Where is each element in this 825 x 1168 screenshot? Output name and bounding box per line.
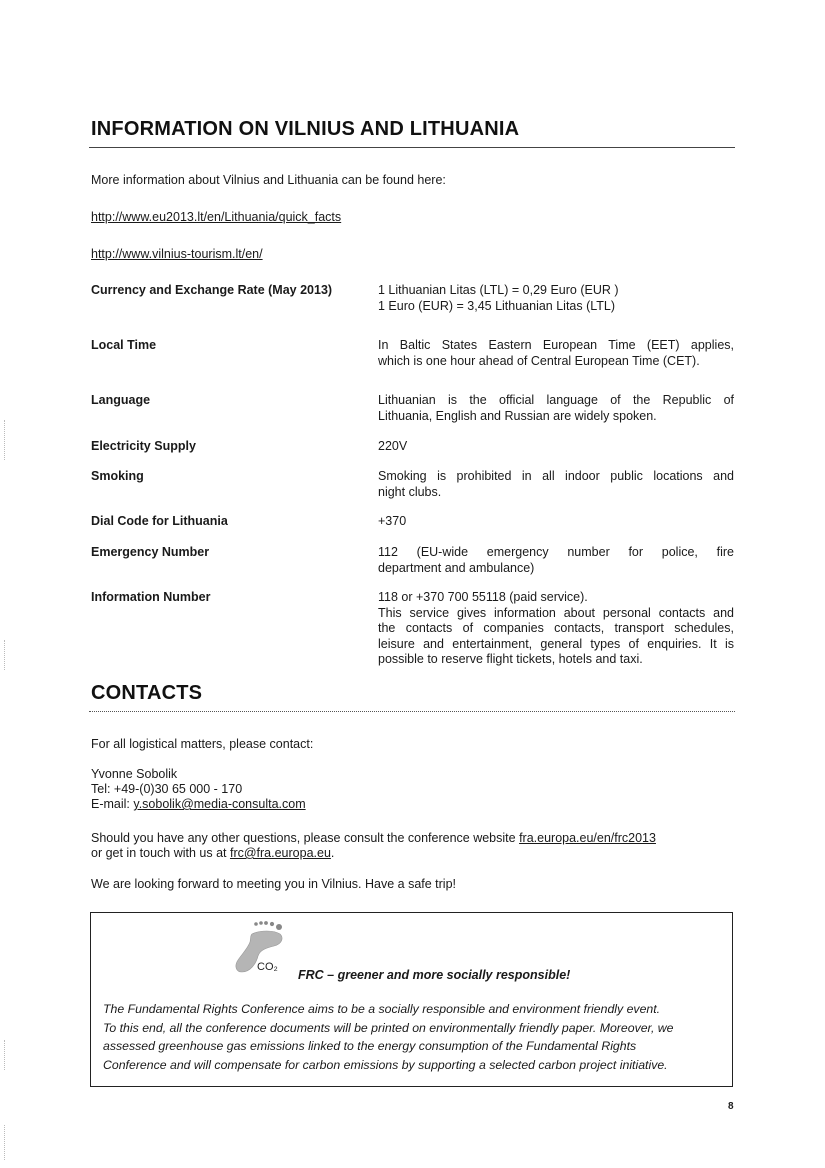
touch-text: or get in touch with us at — [91, 846, 230, 860]
info-value-line: 112 (EU-wide emergency number for police, fire — [378, 545, 734, 559]
info-label-information-number: Information Number — [91, 590, 211, 604]
section-heading-information: INFORMATION ON VILNIUS AND LITHUANIA — [91, 118, 520, 140]
co2-label: CO₂ — [257, 961, 278, 973]
info-value-emergency — [378, 545, 734, 576]
touch-end: . — [330, 846, 335, 860]
info-value-smoking — [378, 469, 734, 500]
info-value-line: Lithuania, English and Russian are widely spoken. — [378, 408, 657, 423]
questions-line — [91, 831, 656, 846]
contact-email-line — [91, 797, 306, 812]
info-value-line: In Baltic States Eastern European Time (EET) applies, — [378, 338, 734, 352]
info-value-line: Smoking is prohibited in all indoor public locations and — [378, 469, 734, 483]
email-prefix: E-mail: — [91, 797, 134, 811]
scan-margin-mark — [4, 640, 7, 670]
info-label-electricity: Electricity Supply — [91, 439, 196, 453]
eco-line: Conference and will compensate for carbon emissions by supporting a selected carbon project initiative. — [103, 1057, 668, 1072]
info-label-language: Language — [91, 393, 151, 407]
eco-line: The Fundamental Rights Conference aims to be a socially responsible and environment friendly event. — [103, 1002, 661, 1016]
page-number: 8 — [728, 1101, 734, 1112]
info-value-line: leisure and entertainment, general types of enquiries. It is — [378, 636, 734, 651]
info-value-information-number — [378, 590, 734, 668]
heading-rule — [89, 147, 735, 148]
info-value-line: department and ambulance) — [378, 560, 535, 575]
contact-name: Yvonne Sobolik — [91, 767, 178, 781]
info-value-line: Lithuanian is the official language of the Republic of — [378, 393, 734, 407]
scan-margin-mark — [4, 1040, 7, 1070]
info-value-line: 220V — [378, 439, 408, 453]
frc-email-link[interactable]: frc@fra.europa.eu — [229, 846, 331, 860]
info-value-electricity — [378, 439, 734, 455]
info-value-local-time — [378, 338, 734, 369]
vilnius-tourism-link[interactable]: http://www.vilnius-tourism.lt/en/ — [91, 247, 263, 261]
quick-facts-link[interactable]: http://www.eu2013.lt/en/Lithuania/quick_facts — [91, 210, 342, 224]
info-value-line: This service gives information about personal contacts and — [378, 605, 734, 620]
get-in-touch-line — [91, 846, 334, 861]
eco-line: assessed greenhouse gas emissions linked to the energy consumption of the Fundamental Rights — [103, 1039, 637, 1053]
closing-text: We are looking forward to meeting you in Vilnius. Have a safe trip! — [91, 877, 457, 891]
info-label-emergency: Emergency Number — [91, 545, 210, 559]
info-value-line: 118 or +370 700 55118 (paid service). — [378, 590, 588, 604]
co2-footprint-icon — [230, 918, 294, 978]
info-value-line: night clubs. — [378, 484, 442, 499]
eco-paragraph — [103, 1000, 723, 1074]
eco-line: To this end, all the conference documents will be printed on environmentally friendly paper. Moreover, we — [103, 1020, 674, 1035]
info-label-dial-code: Dial Code for Lithuania — [91, 514, 228, 528]
info-intro: More information about Vilnius and Lithuania can be found here: — [91, 173, 446, 187]
contact-tel: Tel: +49-(0)30 65 000 - 170 — [91, 782, 243, 796]
eco-title: FRC – greener and more socially responsible! — [298, 968, 571, 982]
scan-margin-mark — [4, 1125, 7, 1160]
info-label-currency: Currency and Exchange Rate (May 2013) — [91, 283, 333, 297]
conference-website-link[interactable]: fra.europa.eu/en/frc2013 — [519, 831, 656, 845]
info-value-line: 1 Lithuanian Litas (LTL) = 0,29 Euro (EUR ) — [378, 283, 619, 297]
info-value-line: which is one hour ahead of Central European Time (CET). — [378, 353, 700, 368]
info-value-line: 1 Euro (EUR) = 3,45 Lithuanian Litas (LTL) — [378, 298, 616, 313]
info-value-language — [378, 393, 734, 424]
section-heading-contacts: CONTACTS — [91, 682, 203, 704]
info-value-dial-code — [378, 514, 734, 530]
info-label-local-time: Local Time — [91, 338, 157, 352]
info-value-line: the contacts of companies contacts, transport schedules, — [378, 621, 734, 635]
questions-text: Should you have any other questions, please consult the conference website — [91, 831, 520, 845]
info-value-currency — [378, 283, 734, 314]
scan-margin-mark — [4, 420, 7, 460]
info-value-line: +370 — [378, 514, 407, 528]
contact-email-link[interactable]: y.sobolik@media-consulta.com — [133, 797, 306, 811]
info-value-line: possible to reserve flight tickets, hotels and taxi. — [378, 652, 643, 666]
contacts-intro: For all logistical matters, please contact: — [91, 737, 314, 751]
info-label-smoking: Smoking — [91, 469, 144, 483]
heading-rule — [89, 711, 735, 712]
